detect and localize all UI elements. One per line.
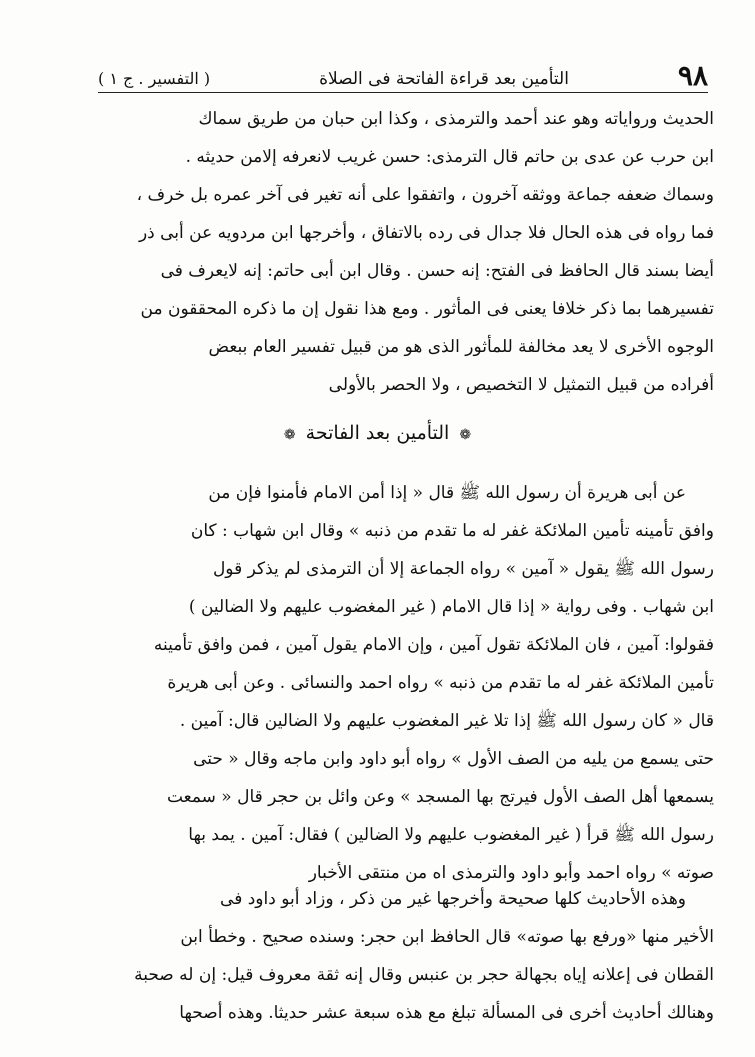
text-line: صوته » رواه احمد وأبو داود والترمذى اه من منتقى الأخبار [308,863,714,883]
text-line: أيضا بسند قال الحافظ فى الفتح: إنه حسن . وقال ابن أبى حاتم: إنه لايعرف فى [160,261,714,281]
text-line: وسماك ضعفه جماعة ووثقه آخرون ، واتفقوا على أنه تغير فى آخر عمره بل خرف ، [136,185,714,205]
section-tag: ( التفسير . ج ١ ) [98,69,211,88]
text-line: الحديث ورواياته وهو عند أحمد والترمذى ، وكذا ابن حبان من طريق سماك [198,109,714,129]
ornament-icon: ❁ [459,427,472,443]
text-line: رسول الله ﷺ قرأ ( غير المغضوب عليهم ولا الضالين ) فقال: آمين . يمد بها [188,825,714,845]
text-line: عن أبى هريرة أن رسول الله ﷺ قال « إذا أمن الامام فأمنوا فإن من [208,483,686,503]
ornament-icon: ❁ [283,427,296,443]
text-line: يسمعها أهل الصف الأول فيرتج بها المسجد » وعن وائل بن حجر قال « سمعت [166,787,714,807]
section-heading [0,418,755,450]
paragraph-hadith [92,474,714,892]
text-line: ابن شهاب . وفى رواية « إذا قال الامام ( غير المغضوب عليهم ولا الضالين ) [188,597,714,617]
text-line: تفسيرهما بما ذكر خلافا يعنى فى المأثور . ومع هذا نقول إن ما ذكره المحققون من [140,299,714,319]
text-line: وافق تأمينه تأمين الملائكة غفر له ما تقدم من ذنبه » وقال ابن شهاب : كان [190,521,714,541]
text-line: فما رواه فى هذه الحال فلا جدال فى رده بالاتفاق ، وأخرجها ابن مردويه عن أبى ذر [138,223,714,243]
header-divider [98,92,708,93]
text-line: وهنالك أحاديث أخرى فى المسألة تبلغ مع هذه سبعة عشر حديثا. وهذه أصحها [179,1003,714,1023]
text-line: فقولوا: آمين ، فان الملائكة تقول آمين ، وإن الامام يقول آمين ، فمن وافق تأمينه [153,635,714,655]
paragraph-commentary [92,880,714,1032]
text-line: الوجوه الأخرى لا يعد مخالفة للمأثور الذى هو من قبيل تفسير العام ببعض [208,337,714,357]
page-header [98,50,708,90]
section-heading-text: التأمين بعد الفاتحة [305,422,450,444]
text-line: الأخير منها «ورفع بها صوته» قال الحافظ ابن حجر: وسنده صحيح . وخطأ ابن [180,927,714,947]
text-line: حتى يسمع من يليه من الصف الأول » رواه أبو داود وابن ماجه وقال « حتى [193,749,714,769]
text-line: القطان فى إعلانه إياه بجهالة حجر بن عنبس وقال إنه ثقة معروف قيل: إن له صحبة [134,965,714,985]
page-number: ٩٨ [677,59,708,92]
running-title: التأمين بعد قراءة الفاتحة فى الصلاة [319,69,569,89]
text-line: وهذه الأحاديث كلها صحيحة وأخرجها غير من ذكر ، وزاد أبو داود فى [220,889,686,909]
text-line: أفراده من قبيل التمثيل لا التخصيص ، ولا الحصر بالأولى [328,375,714,395]
paragraph-continuation [92,100,714,404]
text-line: ابن حرب عن عدى بن حاتم قال الترمذى: حسن غريب لانعرفه إلامن حديثه . [185,147,714,167]
text-line: رسول الله ﷺ يقول « آمين » رواه الجماعة إلا أن الترمذى لم يذكر قول [212,559,714,579]
text-line: قال « كان رسول الله ﷺ إذا تلا غير المغضوب عليهم ولا الضالين قال: آمين . [179,711,714,731]
text-line: تأمين الملائكة غفر له ما تقدم من ذنبه » رواه احمد والنسائى . وعن أبى هريرة [167,673,714,693]
